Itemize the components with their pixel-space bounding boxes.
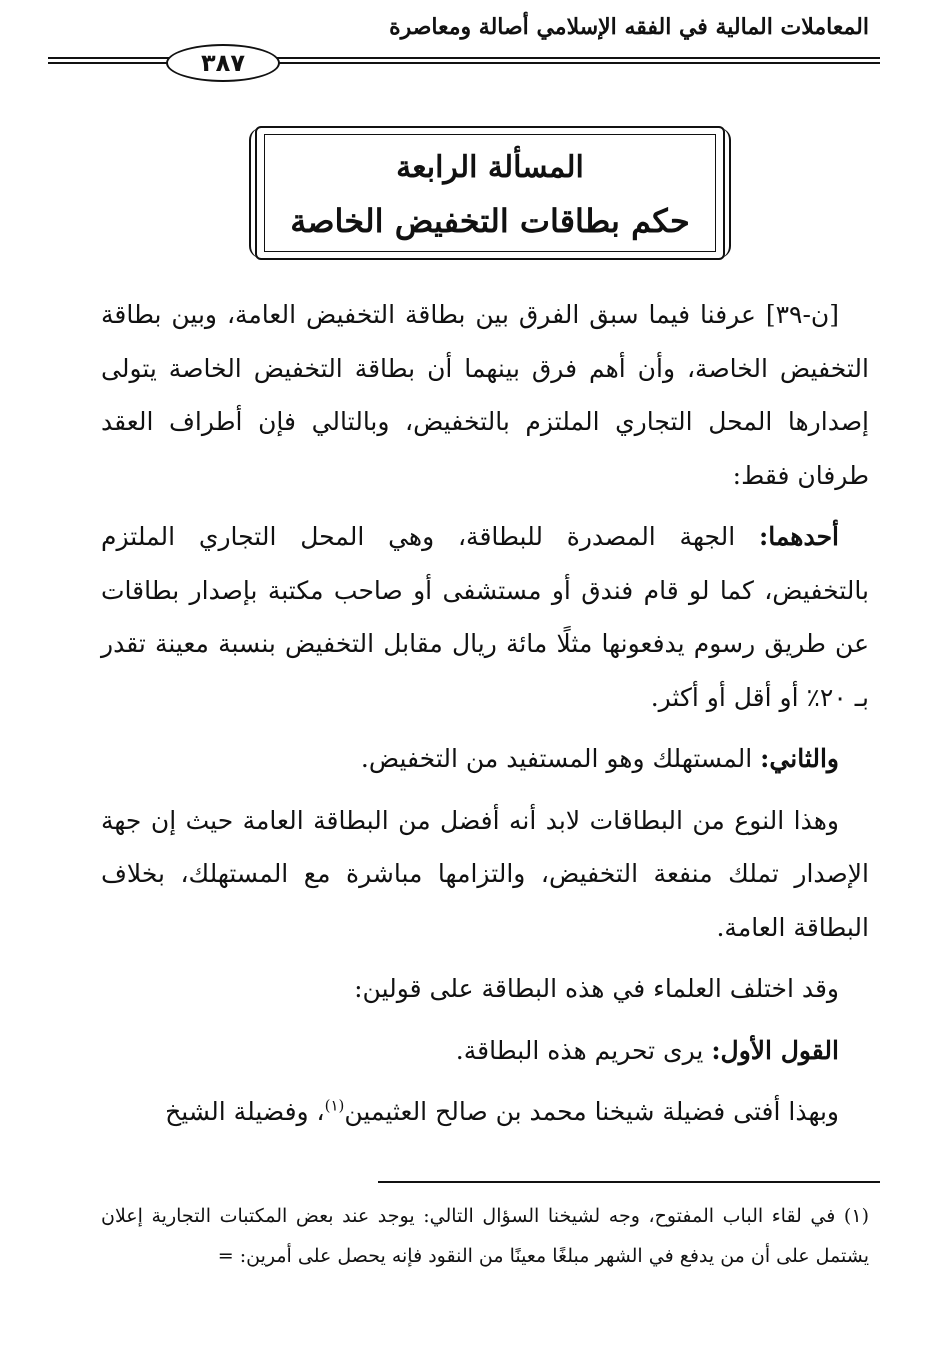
paragraph: وقد اختلف العلماء في هذه البطاقة على قولين: <box>354 974 839 1003</box>
section-title-frame <box>255 126 725 260</box>
paragraph: [ن-٣٩] عرفنا فيما سبق الفرق بين بطاقة التخفيض العامة، وبين بطاقة التخفيض الخاصة، وأن أهم فرق بينهما أن بطاقة التخفيض الخاصة يتولى إصدارها المحل التجاري الملتزم بالتخفيض، وبالتالي فإن أطراف العقد طرفان فقط: <box>101 300 869 490</box>
paragraph-lead: والثاني: <box>760 744 839 773</box>
footnote-reference[interactable]: (١) <box>324 1096 345 1115</box>
paragraph-lead: أحدهما: <box>758 522 839 551</box>
body-text <box>101 288 869 1147</box>
footnote: (١) في لقاء الباب المفتوح، وجه لشيخنا السؤال التالي: يوجد عند بعض المكتبات التجارية إعلان يشتمل على أن من يدفع في الشهر مبلغًا معينًا من النقود فإنه يحصل على أمرين: = <box>101 1205 869 1267</box>
paragraph-text: وبهذا أفتى فضيلة شيخنا محمد بن صالح العثيمين <box>344 1097 839 1126</box>
section-subheading: حكم بطاقات التخفيض الخاصة <box>290 202 690 240</box>
paragraph: وهذا النوع من البطاقات لابد أنه أفضل من البطاقة العامة حيث إن جهة الإصدار تملك منفعة التخفيض، والتزامها مباشرة مع المستهلك، بخلاف البطاقة العامة. <box>101 805 869 942</box>
paragraph-lead: القول الأول: <box>711 1035 839 1065</box>
paragraph-text: الجهة المصدرة للبطاقة، وهي المحل التجاري الملتزم بالتخفيض، كما لو قام فندق أو مستشفى أو صاحب مكتبة بإصدار بطاقات عن طريق رسوم يدفعونها مثلًا مائة ريال مقابل التخفيض بنسبة معينة تقدر بـ ٢٠٪ أو أقل أو أكثر. <box>101 522 869 712</box>
header-rule <box>48 44 880 84</box>
paragraph-text: المستهلك وهو المستفيد من التخفيض. <box>360 744 761 773</box>
paragraph <box>101 510 869 724</box>
footnote-separator <box>378 1181 880 1183</box>
running-header-title: المعاملات المالية في الفقه الإسلامي أصالة ومعاصرة <box>389 14 869 40</box>
paragraph <box>101 1024 869 1078</box>
section-heading: المسألة الرابعة <box>396 150 584 185</box>
paragraph-text: ، وفضيلة الشيخ <box>165 1097 325 1126</box>
paragraph-text: يرى تحريم هذه البطاقة. <box>455 1035 712 1065</box>
paragraph <box>101 732 869 786</box>
paragraph <box>101 1085 869 1139</box>
page-number: ٣٨٧ <box>166 44 280 82</box>
